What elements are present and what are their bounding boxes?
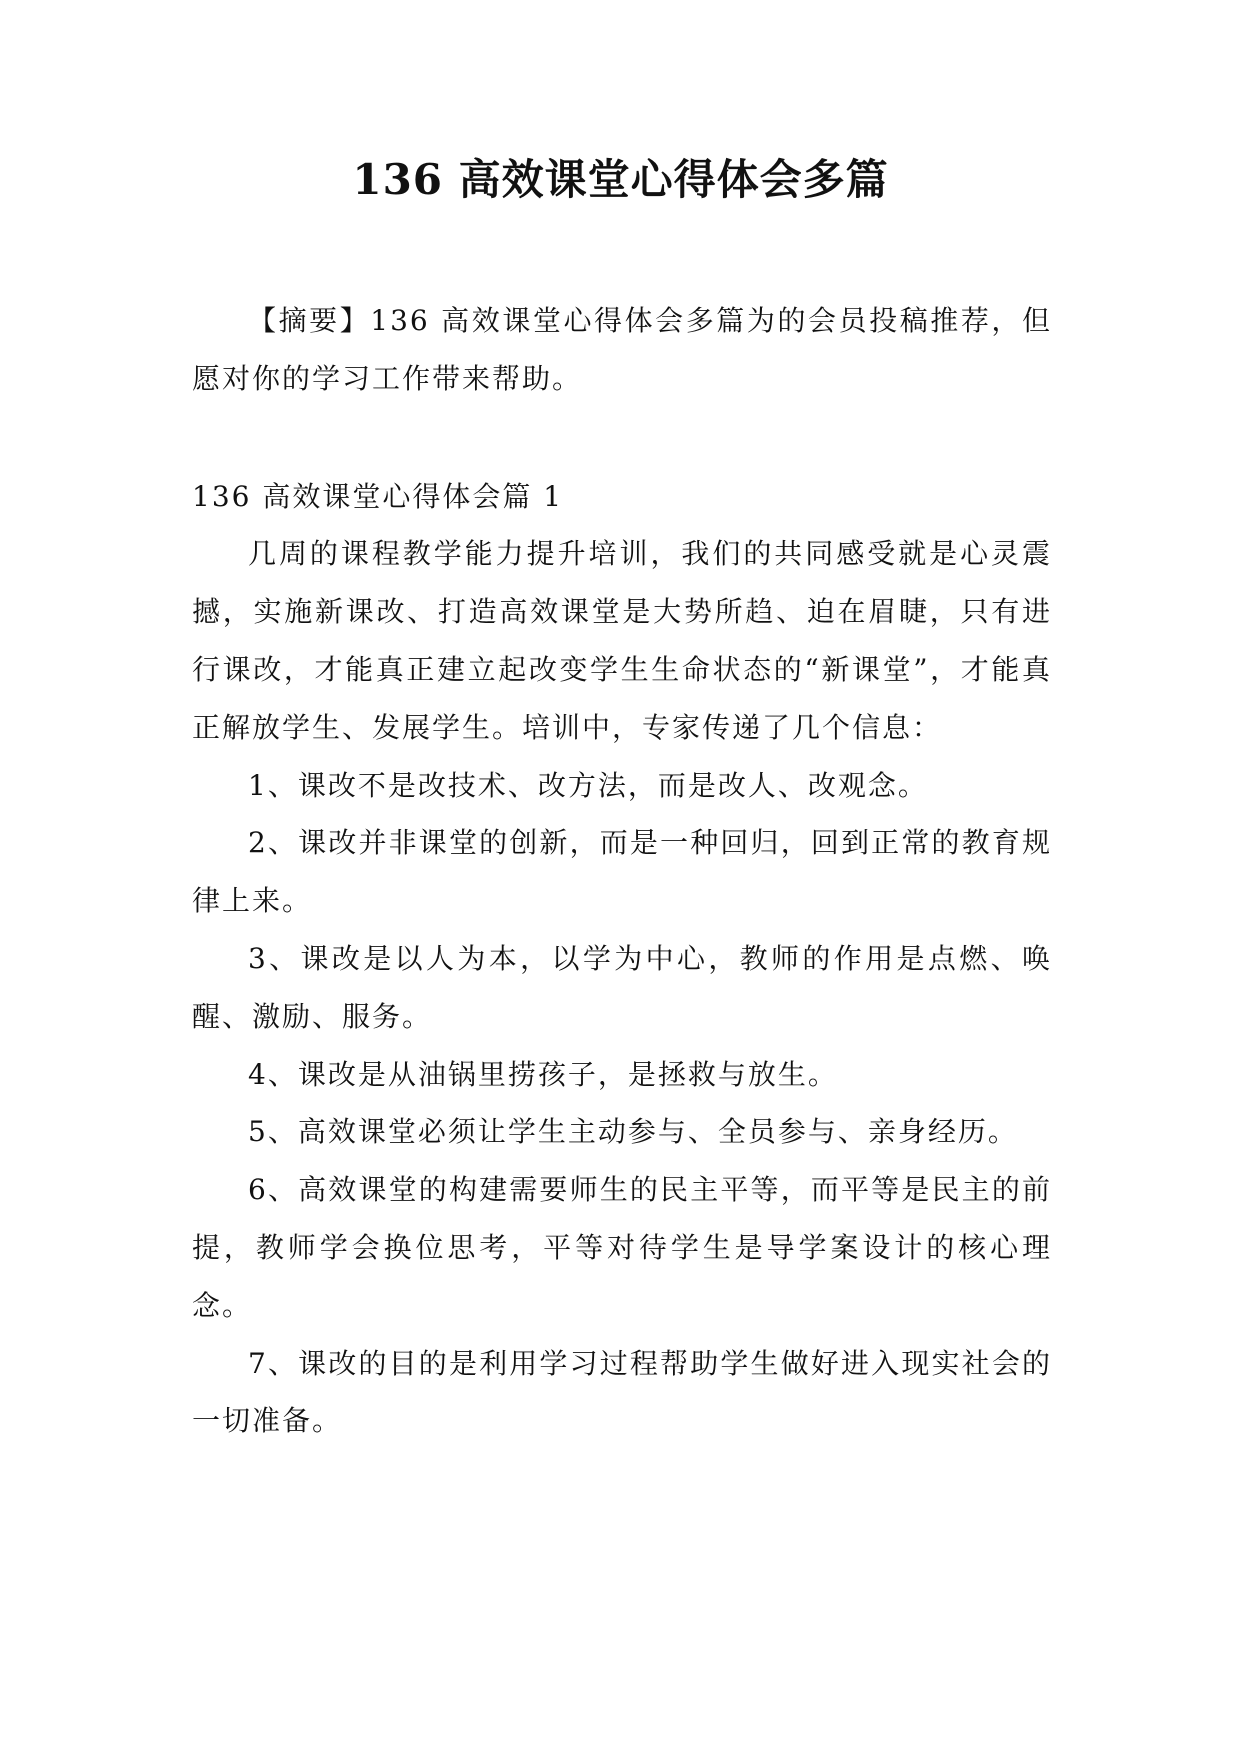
abstract-paragraph: 【摘要】136 高效课堂心得体会多篇为的会员投稿推荐，但愿对你的学习工作带来帮助。 bbox=[192, 304, 1052, 395]
body-paragraph: 6、高效课堂的构建需要师生的民主平等，而平等是民主的前提，教师学会换位思考，平等对待学生是导学案设计的核心理念。 bbox=[192, 1173, 1052, 1322]
body-paragraph: 5、高效课堂必须让学生主动参与、全员参与、亲身经历。 bbox=[248, 1115, 1018, 1149]
body-paragraph: 7、课改的目的是利用学习过程帮助学生做好进入现实社会的一切准备。 bbox=[192, 1346, 1052, 1438]
body-paragraph: 1、课改不是改技术、改方法，而是改人、改观念。 bbox=[248, 768, 928, 802]
document-body bbox=[192, 292, 1052, 1450]
body-paragraph: 4、课改是从油锅里捞孩子，是拯救与放生。 bbox=[248, 1057, 838, 1091]
body-paragraph: 几周的课程教学能力提升培训，我们的共同感受就是心灵震撼，实施新课改、打造高效课堂是大势所趋、迫在眉睫，只有进行课改，才能真正建立起改变学生生命状态的“新课堂”，才能真正解放学生、发展学生。培训中，专家传递了几个信息： bbox=[192, 537, 1052, 744]
body-paragraph: 2、课改并非课堂的创新，而是一种回归，回到正常的教育规律上来。 bbox=[192, 826, 1052, 918]
body-paragraph: 3、课改是以人为本，以学为中心，教师的作用是点燃、唤醒、激励、服务。 bbox=[192, 941, 1052, 1033]
document-title: 136 高效课堂心得体会多篇 bbox=[352, 155, 889, 204]
section-gap bbox=[192, 408, 1052, 468]
section-heading: 136 高效课堂心得体会篇 1 bbox=[192, 479, 564, 513]
